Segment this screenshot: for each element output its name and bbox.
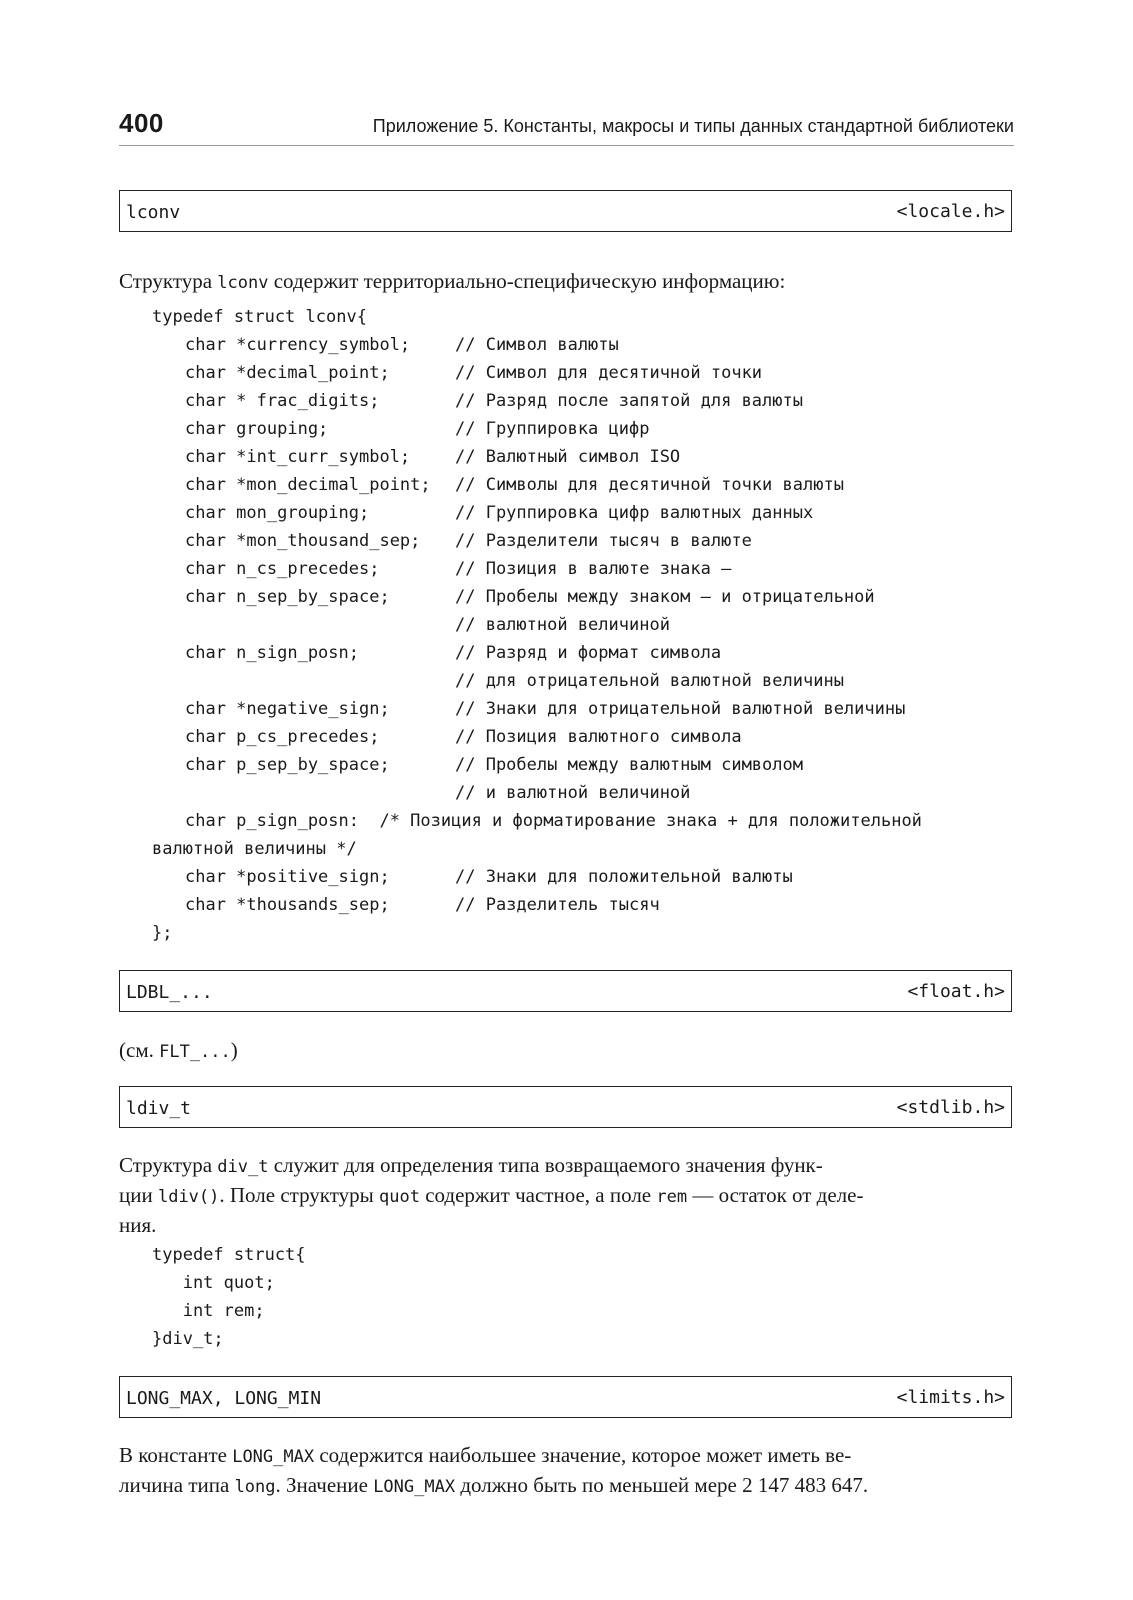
code-field-comment: // и валютной величиной	[455, 783, 691, 803]
text: В константе	[119, 1443, 233, 1467]
code-field-decl: char *int_curr_symbol;	[185, 447, 411, 467]
lconv-intro	[119, 267, 1012, 297]
code-field-comment: // Символ для десятичной точки	[455, 363, 763, 383]
entry-header-file: <stdlib.h>	[896, 1097, 1005, 1118]
code-field-comment: // Пробелы между валютным символом	[455, 755, 803, 775]
code-field-comment: // Символы для десятичной точки валюты	[455, 475, 844, 495]
code-field-decl: char mon_grouping;	[185, 503, 370, 523]
ldiv-description	[119, 1151, 1012, 1239]
inline-code: LONG_MAX	[373, 1477, 456, 1497]
code-field-comment: // Валютный символ ISO	[455, 447, 681, 467]
inline-code: lconv	[217, 273, 269, 293]
running-header-title: Приложение 5. Константы, макросы и типы данных стандартной библиотеки	[372, 116, 1014, 136]
text: Структура	[119, 1153, 218, 1177]
entry-name: lconv	[126, 202, 181, 223]
code-field-comment: // Позиция в валюте знака –	[455, 559, 732, 579]
code-field-comment: // Группировка цифр	[455, 419, 650, 439]
ldbl-see-also	[119, 1036, 1012, 1066]
code-field-comment: // валютной величиной	[455, 615, 670, 635]
code-field-comment: // Разделители тысяч в валюте	[455, 531, 752, 551]
inline-code: ldiv()	[157, 1187, 220, 1207]
text: содержит частное, а поле	[419, 1183, 657, 1207]
code-field-decl: char p_sep_by_space;	[185, 755, 390, 775]
code-field-comment: // Группировка цифр валютных данных	[455, 503, 814, 523]
code-field-decl: char *decimal_point;	[185, 363, 390, 383]
entry-name: LONG_MAX, LONG_MIN	[126, 1388, 322, 1409]
inline-code: quot	[379, 1187, 420, 1207]
entry-name: LDBL_...	[126, 982, 213, 1003]
code-line: int rem;	[152, 1301, 265, 1321]
long-max-description	[119, 1441, 1012, 1501]
code-field-comment: // Знаки для отрицательной валютной величины	[455, 699, 906, 719]
code-line: char p_sign_posn: /* Позиция и форматирование знака + для положительной	[185, 811, 922, 831]
lconv-code-block	[152, 303, 1012, 953]
code-line: }div_t;	[152, 1329, 224, 1349]
code-line: int quot;	[152, 1273, 275, 1293]
code-line: typedef struct lconv{	[152, 307, 367, 327]
text: (см.	[119, 1038, 160, 1062]
entry-header-file: <limits.h>	[896, 1387, 1005, 1408]
code-line: };	[152, 923, 173, 943]
entry-header-file: <float.h>	[907, 981, 1005, 1002]
text: содержится наибольшее значение, которое может иметь ве-	[314, 1443, 852, 1467]
entry-name: ldiv_t	[126, 1098, 192, 1119]
entry-box-lconv	[119, 190, 1012, 232]
page-number: 400	[119, 108, 164, 138]
text: — остаток от деле-	[687, 1183, 864, 1207]
code-field-comment: // для отрицательной валютной величины	[455, 671, 844, 691]
text: Структура	[119, 269, 218, 293]
inline-code: div_t	[217, 1157, 269, 1177]
code-line: typedef struct{	[152, 1245, 306, 1265]
code-field-comment: // Разряд после запятой для валюты	[455, 391, 803, 411]
ldiv-code-block	[152, 1241, 552, 1361]
code-field-decl: char n_sign_posn;	[185, 643, 359, 663]
text: )	[230, 1038, 238, 1062]
code-field-decl: char *negative_sign;	[185, 699, 390, 719]
code-field-decl: char *thousands_sep;	[185, 895, 390, 915]
code-field-comment: // Разряд и формат символа	[455, 643, 722, 663]
text: служит для определения типа возвращаемого значения функ-	[268, 1153, 823, 1177]
code-field-comment: // Разделитель тысяч	[455, 895, 660, 915]
text: ния.	[119, 1213, 157, 1237]
entry-box-ldiv-t	[119, 1086, 1012, 1128]
inline-code: rem	[656, 1187, 688, 1207]
inline-code: FLT_...	[159, 1042, 231, 1062]
header-divider	[119, 145, 1014, 146]
code-field-comment: // Позиция валютного символа	[455, 727, 742, 747]
code-field-decl: char *mon_thousand_sep;	[185, 531, 421, 551]
code-field-decl: char *mon_decimal_point;	[185, 475, 431, 495]
code-field-decl: char p_cs_precedes;	[185, 727, 380, 747]
inline-code: LONG_MAX	[232, 1447, 315, 1467]
code-field-decl: char *positive_sign;	[185, 867, 390, 887]
code-field-comment: // Символ валюты	[455, 335, 619, 355]
code-field-decl: char grouping;	[185, 419, 329, 439]
code-field-decl: char n_cs_precedes;	[185, 559, 380, 579]
text: . Значение	[275, 1473, 374, 1497]
text: . Поле структуры	[219, 1183, 379, 1207]
code-field-comment: // Знаки для положительной валюты	[455, 867, 793, 887]
inline-code: long	[234, 1477, 276, 1497]
code-field-decl: char n_sep_by_space;	[185, 587, 390, 607]
code-field-decl: char *currency_symbol;	[185, 335, 411, 355]
text: личина типа	[119, 1473, 235, 1497]
entry-box-long-max	[119, 1376, 1012, 1418]
entry-box-ldbl	[119, 970, 1012, 1012]
text: ции	[119, 1183, 158, 1207]
code-field-decl: char * frac_digits;	[185, 391, 380, 411]
entry-header-file: <locale.h>	[896, 201, 1005, 222]
code-field-comment: // Пробелы между знаком – и отрицательной	[455, 587, 875, 607]
text: должно быть по меньшей мере 2 147 483 647.	[455, 1473, 869, 1497]
code-line: валютной величины */	[152, 839, 357, 859]
text: содержит территориально-специфическую информацию:	[268, 269, 786, 293]
